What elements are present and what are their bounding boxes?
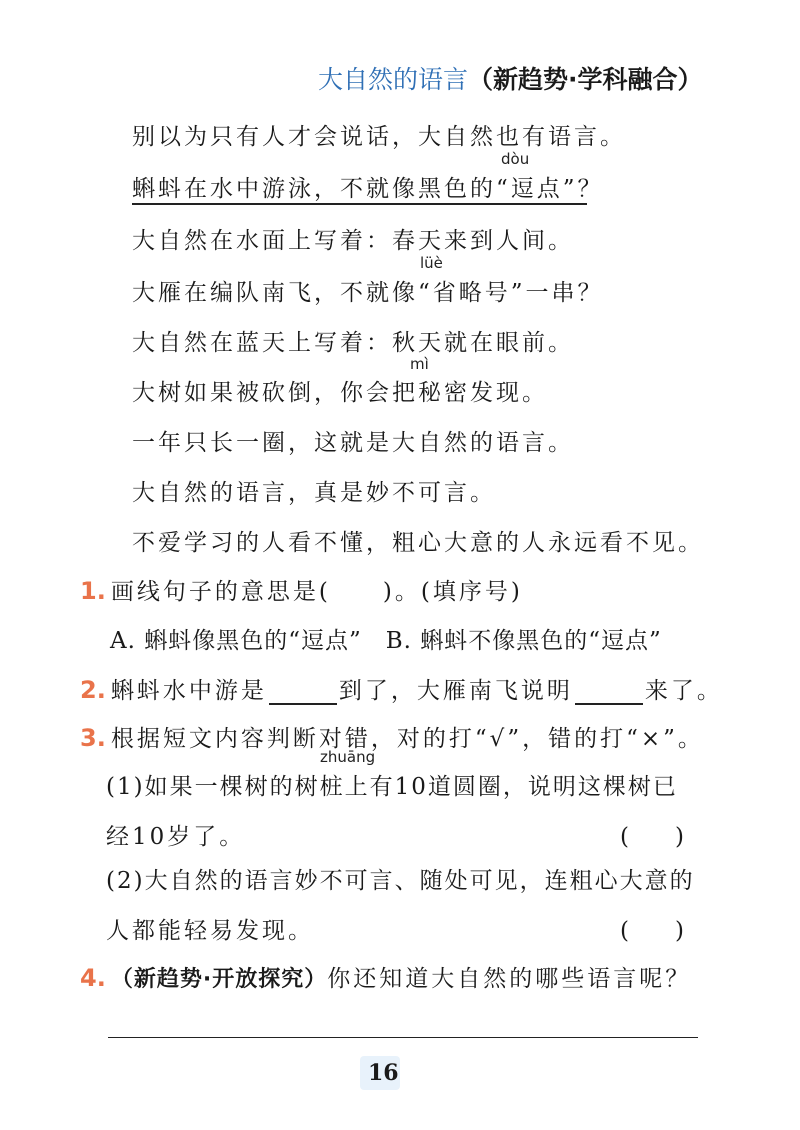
pinyin-mi: mì: [410, 355, 429, 373]
poem-line-4: 大雁在编队南飞，不就像“省略号”一串？: [132, 280, 604, 306]
page-number: 16: [368, 1060, 399, 1086]
question-3-item-2-line-1: (2)大自然的语言妙不可言、随处可见，连粗心大意的: [106, 868, 695, 894]
question-1-text: 画线句子的意思是( )。(填序号): [110, 579, 523, 605]
answer-paren-1[interactable]: ( ): [620, 824, 684, 850]
question-3-item-1-line-1: (1)如果一棵树的树桩上有10道圆圈，说明这棵树已: [106, 774, 678, 800]
pinyin-dou: dòu: [501, 150, 530, 168]
pinyin-lue: lüè: [420, 254, 443, 272]
question-2-part2: 到了，大雁南飞说明: [338, 678, 573, 704]
question-2-part3: 来了。: [644, 678, 723, 704]
pinyin-zhuang: zhuāng: [320, 748, 376, 766]
question-3-text: 根据短文内容判断对错，对的打“√”，错的打“×”。: [110, 726, 704, 752]
answer-paren-2[interactable]: ( ): [620, 918, 684, 944]
lesson-title: 大自然的语言: [318, 65, 469, 94]
question-1-options: A. 蝌蚪像黑色的“逗点” B. 蝌蚪不像黑色的“逗点”: [110, 628, 662, 654]
question-3: [80, 720, 704, 753]
question-3-number: 3.: [80, 724, 106, 752]
poem-line-8: 大自然的语言，真是妙不可言。: [132, 480, 496, 506]
poem-line-9: 不爱学习的人看不懂，粗心大意的人永远看不见。: [132, 530, 704, 556]
question-4: [80, 960, 691, 993]
poem-line-7: 一年只长一圈，这就是大自然的语言。: [132, 430, 574, 456]
answer-blank-2[interactable]: [575, 681, 643, 705]
question-3-item-2-line-2: 人都能轻易发现。: [106, 918, 314, 944]
question-2-part1: 蝌蚪水中游是: [110, 678, 267, 704]
question-4-number: 4.: [80, 964, 106, 992]
question-3-item-1-line-2: 经10岁了。: [106, 824, 246, 850]
question-2: [80, 672, 723, 705]
poem-line-1: 别以为只有人才会说话，大自然也有语言。: [132, 124, 626, 150]
poem-line-6: 大树如果被砍倒，你会把秘密发现。: [132, 380, 548, 406]
question-4-tag: （新趋势·开放探究）: [110, 967, 328, 992]
poem-line-5: 大自然在蓝天上写着：秋天就在眼前。: [132, 330, 574, 356]
poem-line-2-underlined: 蝌蚪在水中游泳，不就像黑色的“逗点”？: [132, 176, 604, 202]
sentence-underline: [132, 203, 587, 205]
question-2-number: 2.: [80, 676, 106, 704]
answer-blank-1[interactable]: [269, 681, 337, 705]
question-4-text: 你还知道大自然的哪些语言呢？: [327, 966, 692, 992]
page-title: [318, 60, 703, 96]
answer-line[interactable]: [108, 1037, 698, 1038]
poem-line-3: 大自然在水面上写着：春天来到人间。: [132, 228, 574, 254]
question-1: [80, 573, 523, 606]
question-1-number: 1.: [80, 577, 106, 605]
title-tag: （新趋势·学科融合）: [468, 65, 703, 94]
